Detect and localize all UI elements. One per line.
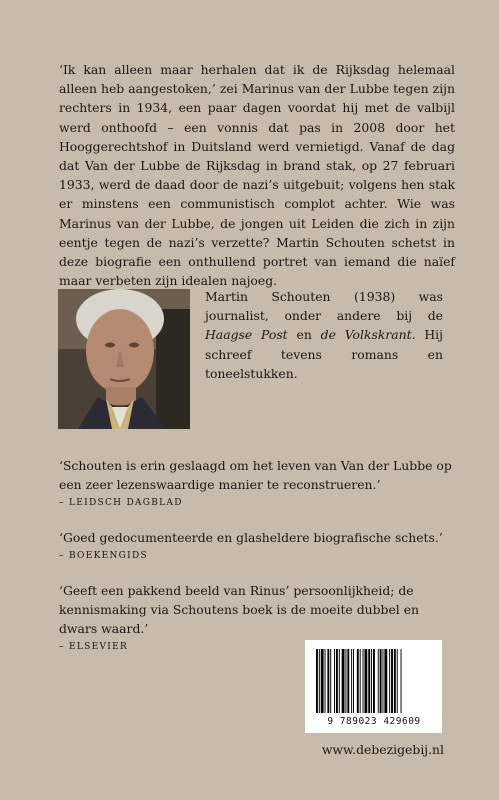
review-quote-text: ‘Goed gedocumenteerde en glasheldere biografische schets.’ [59, 530, 443, 545]
barcode-bar [373, 649, 375, 713]
author-photo [58, 289, 190, 429]
review-quote-source: – BOEKENGIDS [59, 551, 148, 561]
author-bio-publication-2: de Volkskrant [320, 327, 412, 343]
review-quote-source: – LEIDSCH DAGBLAD [59, 498, 183, 508]
barcode-bar [345, 649, 346, 713]
barcode-bar [397, 649, 398, 713]
blurb-text: ‘Ik kan alleen maar herhalen dat ik de Rijksdag helemaal alleen heb aangestoken,’ zei Marinus van der Lubbe tegen zijn rechters in 1934, een paar dagen voordat hij met de valbijl werd onthoofd – een vonnis dat pas in 2008 door het Hooggerechtshof in Duitsland werd vernietigd. Vanaf de dag dat Van der Lubbe de Rijksdag in brand stak, op 27 februari 1933, werd de daad door de nazi’s uitgebuit; volgens hen stak er minstens een communistisch complot achter. Wie was Marinus van der Lubbe, de jongen uit Leiden die zich in zijn eentje tegen de nazi’s verzette? Martin Schouten schetst in deze biografie een onthullend portret van iemand die naïef maar verbeten zijn idealen najoeg. [59, 62, 455, 289]
barcode-bar [401, 649, 402, 713]
review-quote [59, 528, 459, 565]
barcode-bar [391, 649, 393, 713]
barcode-bar [380, 649, 382, 713]
back-cover-blurb [59, 60, 455, 290]
barcode-bar [363, 649, 364, 713]
barcode-bar [330, 649, 331, 713]
barcode-bar [334, 649, 335, 713]
author-bio-text-3: . Hij schreef tevens romans en toneelstukken. [205, 327, 443, 381]
isbn-barcode [305, 640, 442, 733]
barcode-bar [353, 649, 354, 713]
barcode-bar [364, 649, 367, 713]
barcode-bar [394, 649, 396, 713]
barcode-bar [327, 649, 329, 713]
barcode-bar [342, 649, 345, 713]
barcode-bar [325, 649, 326, 713]
author-bio [205, 287, 443, 383]
review-quote-text: ‘Geeft een pakkend beeld van Rinus’ persoonlijkheid; de kennismaking via Schoutens boek is de moeite dubbel en dwars waard.’ [59, 583, 420, 636]
review-quote [59, 456, 459, 512]
barcode-bar [357, 649, 359, 713]
barcode-bar [336, 649, 338, 713]
publisher-website: www.debezigebij.nl [321, 742, 444, 757]
barcode-bar [316, 649, 318, 713]
author-portrait-image [58, 289, 190, 429]
review-quote-text: ‘Schouten is erin geslaagd om het leven van Van der Lubbe op een zeer lezenswaardige manier te reconstrueren.’ [59, 458, 452, 492]
barcode-bar [389, 649, 390, 713]
barcode-bar [383, 649, 384, 713]
barcode-bar [368, 649, 370, 713]
barcode-bar [319, 649, 320, 713]
barcode-bar [371, 649, 372, 713]
barcode-bar [351, 649, 352, 713]
review-quote-source: – ELSEVIER [59, 642, 129, 652]
isbn-number: 9 789023 429609 [327, 716, 421, 727]
barcode-bar [384, 649, 387, 713]
barcode-bar [321, 649, 324, 713]
barcode-bar [339, 649, 340, 713]
author-bio-text-1: Martin Schouten (1938) was journalist, onder andere bij de [205, 289, 443, 324]
author-bio-publication-1: Haagse Post [205, 327, 288, 343]
barcode-bar [378, 649, 379, 713]
barcode-bars [314, 649, 433, 715]
author-bio-text-2: en [287, 327, 321, 343]
barcode-bar [360, 649, 361, 713]
barcode-bar [347, 649, 349, 713]
